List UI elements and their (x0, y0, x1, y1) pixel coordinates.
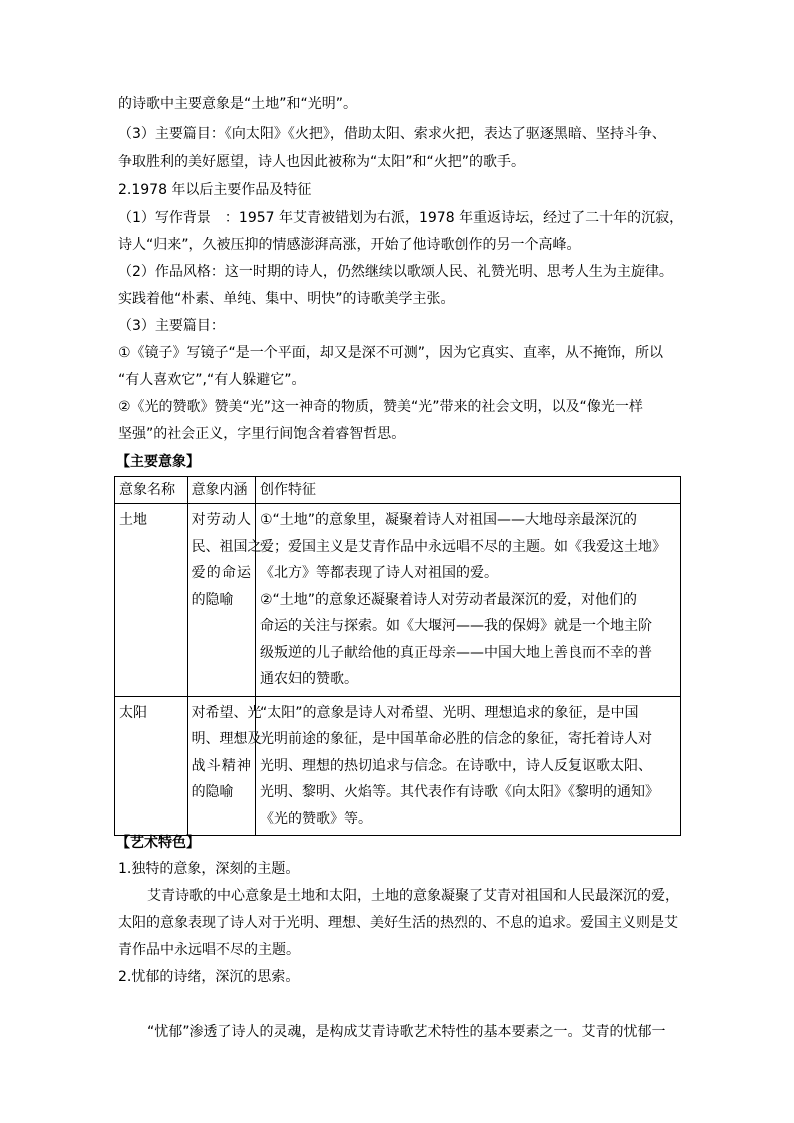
cell-line: 爱；爱国主义是艾青作品中永远唱不尽的主题。如《我爱这土地》 (259, 538, 666, 555)
cell-line: 明、理想及 (191, 731, 262, 747)
paragraph-line: 艾青诗歌的中心意象是土地和太阳，土地的意象凝聚了艾青对祖国和人民最深沉的爱， (147, 888, 679, 904)
cell-line: 命运的关注与探索。如《大堰河——我的保姆》就是一个地主阶 (259, 618, 652, 634)
paragraph-line: （2）作品风格：这一时期的诗人，仍然继续以歌颂人民、礼赞光明、思考人生为主旋律。 (118, 264, 673, 280)
table-cell-meaning (187, 696, 262, 836)
paragraph-line: 的诗歌中主要意象是“土地”和“光明”。 (118, 96, 358, 112)
paragraph-line: 争取胜利的美好愿望，诗人也因此被称为“太阳”和“火把”的歌手。 (118, 154, 526, 170)
cell-line: 的隐喻 (191, 784, 234, 800)
subheading: 2.忧郁的诗绪，深沉的思索。 (118, 969, 300, 985)
table-header-cell: 意象内涵 (187, 477, 255, 504)
cell-line: 民、祖国之 (191, 538, 262, 555)
paragraph-line: “忧郁”渗透了诗人的灵魂，是构成艾青诗歌艺术特性的基本要素之一。艾青的忧郁一 (147, 1024, 666, 1040)
cell-line: 《光的赞歌》等。 (259, 810, 372, 827)
table-row (115, 504, 681, 697)
cell-line: ②“土地”的意象还凝聚着诗人对劳动者最深沉的爱，对他们的 (259, 591, 638, 608)
table-cell-features (255, 504, 680, 697)
cell-line: 战斗精神 (191, 757, 251, 774)
paragraph-line: “有人喜欢它”,“有人躲避它”。 (118, 372, 306, 388)
cell-line: 光明、理想的热切追求与信念。在诗歌中，诗人反复讴歌太阳、 (259, 757, 652, 774)
cell-line: 爱的命运 (191, 565, 251, 581)
paragraph-line: 实践着他“朴素、单纯、集中、明快”的诗歌美学主张。 (118, 291, 455, 307)
table-cell-name: 太阳 (115, 696, 188, 836)
table-header-cell: 创作特征 (255, 477, 680, 504)
paragraph-line: 坚强”的社会正义，字里行间饱含着睿智哲思。 (118, 426, 406, 442)
subheading: 1.独特的意象，深刻的主题。 (118, 861, 300, 877)
cell-line: 的隐喻 (191, 591, 234, 608)
cell-line: 级叛逆的儿子献给他的真正母亲——中国大地上善良而不幸的普 (259, 644, 652, 661)
cell-line: 对希望、光 (191, 704, 262, 721)
cell-line: 对劳动人 (191, 512, 251, 528)
paragraph-line: 诗人“归来”，久被压抑的情感澎湃高涨，开始了他诗歌创作的另一个高峰。 (118, 237, 581, 253)
paragraph-line: ②《光的赞歌》赞美“光”这一神奇的物质，赞美“光”带来的社会文明，以及“像光一样 (118, 399, 643, 415)
cell-line: “太阳”的意象是诗人对希望、光明、理想追求的象征，是中国 (259, 704, 639, 721)
paragraph-line: ①《镜子》写镜子“是一个平面，却又是深不可测”，因为它真实、直率，从不掩饰，所以 (118, 345, 664, 361)
cell-line: 《北方》等都表现了诗人对祖国的爱。 (259, 565, 498, 581)
paragraph-line: （3）主要篇目：《向太阳》《火把》，借助太阳、索求火把，表达了驱逐黑暗、坚持斗争、 (118, 126, 666, 142)
imagery-table (114, 476, 681, 836)
section-heading-imagery: 【主要意象】 (116, 454, 200, 470)
table-cell-name: 土地 (115, 504, 188, 697)
section-heading-art: 【艺术特色】 (116, 835, 200, 851)
cell-line: 光明前途的象征，是中国革命必胜的信念的象征，寄托着诗人对 (259, 731, 652, 747)
table-row (115, 696, 681, 836)
table-cell-meaning (187, 504, 262, 697)
subheading: 2.1978 年以后主要作品及特征 (118, 182, 312, 198)
cell-line: ①“土地”的意象里，凝聚着诗人对祖国——大地母亲最深沉的 (259, 512, 638, 528)
table-header-cell: 意象名称 (115, 477, 188, 504)
table-header-row (115, 477, 681, 504)
cell-line: 通农妇的赞歌。 (259, 671, 358, 687)
paragraph-line: 青作品中永远唱不尽的主题。 (118, 942, 300, 958)
paragraph-line: （3）主要篇目： (118, 318, 225, 334)
cell-line: 光明、黎明、火焰等。其代表作有诗歌《向太阳》《黎明的通知》 (259, 784, 659, 800)
paragraph-line: 太阳的意象表现了诗人对于光明、理想、美好生活的热烈的、不息的追求。爱国主义则是艾 (118, 915, 678, 931)
paragraph-line: （1）写作背景 ：1957 年艾青被错划为右派，1978 年重返诗坛，经过了二十年的沉寂， (118, 210, 684, 226)
table-cell-features (255, 696, 680, 836)
